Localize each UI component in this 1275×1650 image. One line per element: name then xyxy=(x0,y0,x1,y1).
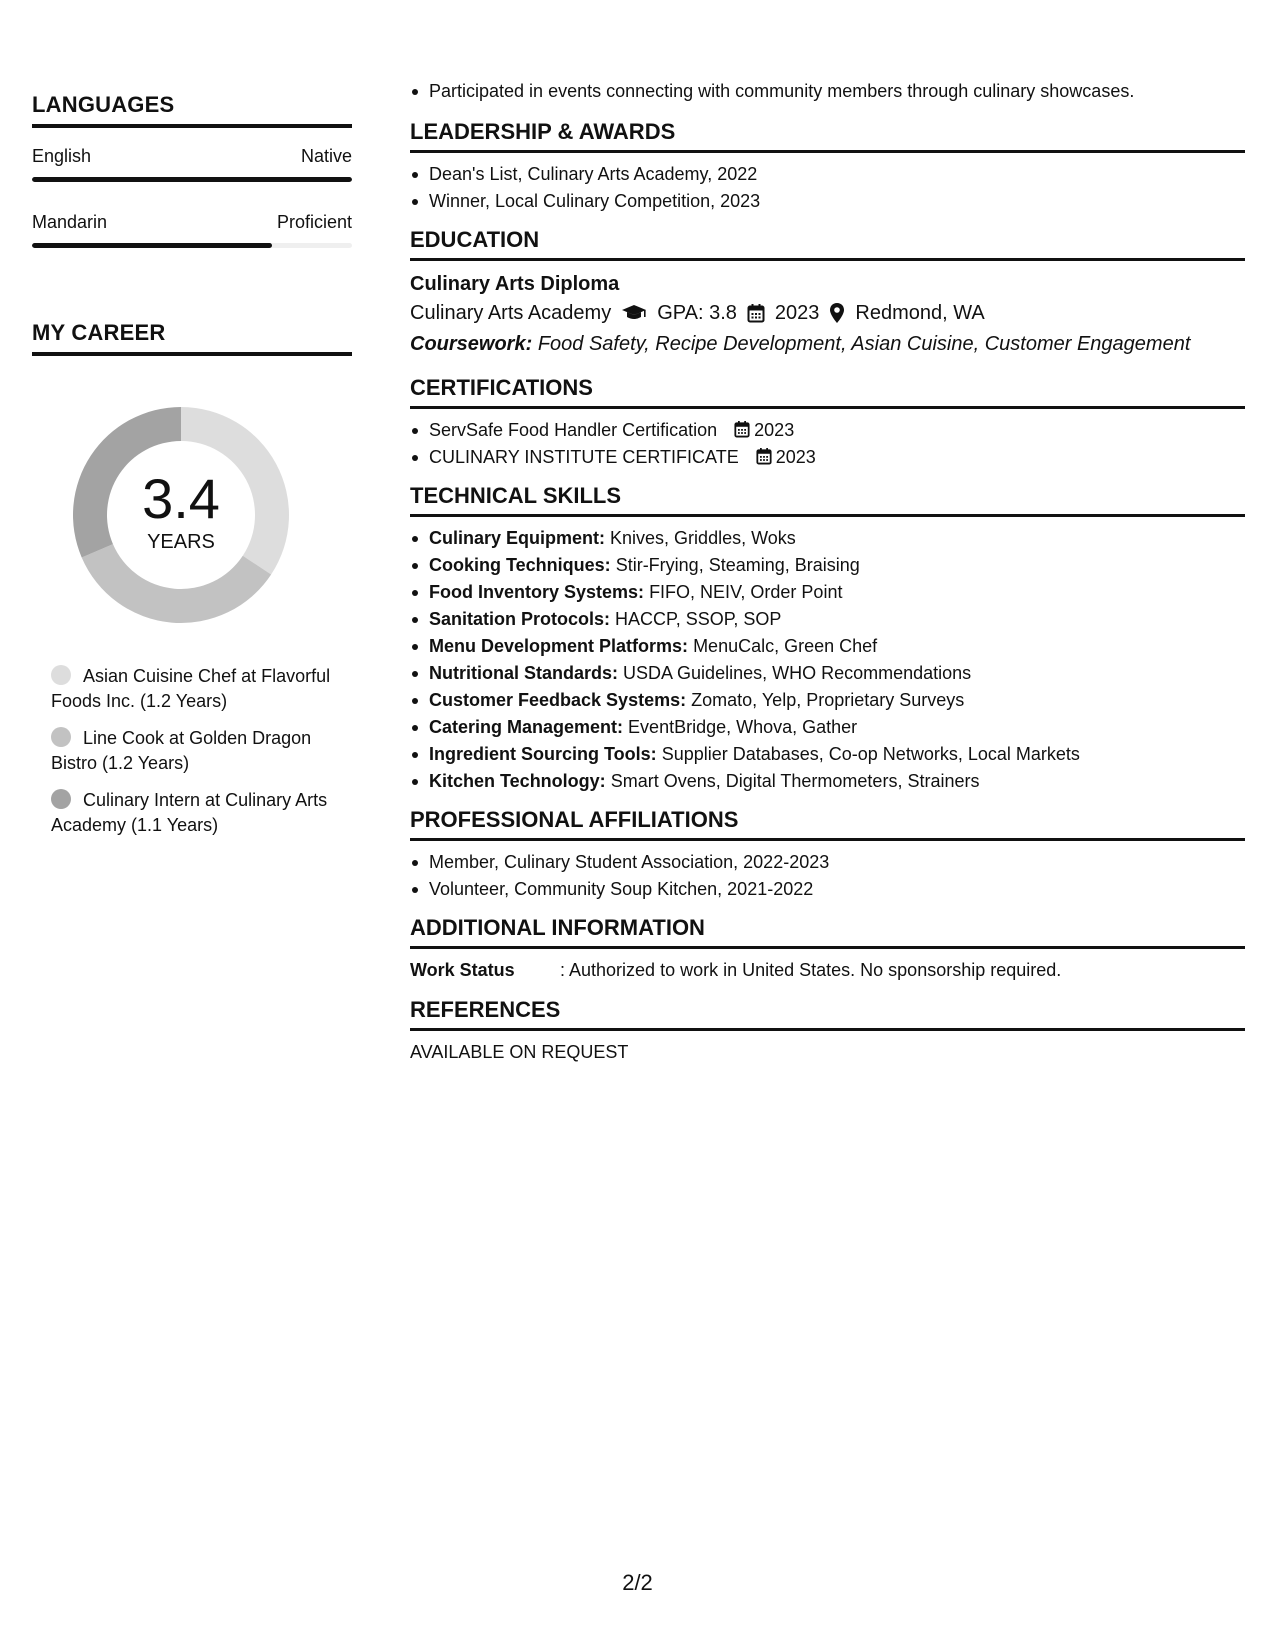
sidebar xyxy=(32,92,352,850)
language-name: English xyxy=(32,146,92,166)
cert-name: CULINARY INSTITUTE CERTIFICATE xyxy=(429,447,739,467)
calendar-icon xyxy=(747,303,765,323)
list-item: Winner, Local Culinary Competition, 2023 xyxy=(429,188,1245,215)
legend-dot xyxy=(51,789,71,809)
education-heading: EDUCATION xyxy=(410,227,1245,261)
certifications-section xyxy=(410,375,1245,471)
leadership-list xyxy=(410,161,1245,215)
legend-text: Culinary Intern at Culinary Arts Academy (1.1 Years) xyxy=(51,790,328,835)
school-name: Culinary Arts Academy xyxy=(410,302,612,324)
additional-info-section xyxy=(410,915,1245,983)
list-item xyxy=(429,552,1245,579)
legend-text: Asian Cuisine Chef at Flavorful Foods Inc. (1.2 Years) xyxy=(51,666,331,711)
education-location: Redmond, WA xyxy=(855,302,985,324)
references-heading: REFERENCES xyxy=(410,997,1245,1031)
skill-value: Supplier Databases, Co-op Networks, Local Markets xyxy=(661,744,1080,764)
legend-dot xyxy=(51,665,71,685)
skill-value: USDA Guidelines, WHO Recommendations xyxy=(623,663,972,683)
legend-text: Line Cook at Golden Dragon Bistro (1.2 Years) xyxy=(51,728,312,773)
skill-value: EventBridge, Whova, Gather xyxy=(628,717,858,737)
main-content xyxy=(410,78,1245,1065)
list-item xyxy=(429,579,1245,606)
language-level: Native xyxy=(300,146,352,166)
coursework-label: Coursework: xyxy=(410,333,533,355)
skill-label: Nutritional Standards: xyxy=(429,663,619,683)
career-legend xyxy=(32,664,352,838)
gpa-text: GPA: 3.8 xyxy=(657,302,737,324)
cert-name: ServSafe Food Handler Certification xyxy=(429,420,718,440)
legend-item xyxy=(51,788,342,838)
work-status-label: Work Status xyxy=(410,960,515,980)
career-section xyxy=(32,320,352,838)
language-proficiency-bar xyxy=(32,243,352,248)
list-item xyxy=(429,660,1245,687)
language-proficiency-fill xyxy=(32,177,352,182)
list-item xyxy=(429,525,1245,552)
calendar-icon xyxy=(734,417,750,444)
cert-date xyxy=(756,444,816,471)
skill-label: Kitchen Technology: xyxy=(429,771,606,791)
language-name: Mandarin xyxy=(32,212,108,232)
skill-value: FIFO, NEIV, Order Point xyxy=(649,582,843,602)
education-section xyxy=(410,227,1245,359)
location-pin-icon xyxy=(829,302,845,324)
cert-year: 2023 xyxy=(775,447,816,467)
list-item: Dean's List, Culinary Arts Academy, 2022 xyxy=(429,161,1245,188)
language-proficiency-bar xyxy=(32,177,352,182)
experience-tail-list xyxy=(410,78,1245,105)
list-item xyxy=(429,687,1245,714)
list-item xyxy=(429,444,1245,471)
skill-label: Catering Management: xyxy=(429,717,624,737)
cert-date xyxy=(734,417,794,444)
skill-value: HACCP, SSOP, SOP xyxy=(615,609,782,629)
work-status-row xyxy=(410,957,1245,983)
list-item: Volunteer, Community Soup Kitchen, 2021-2022 xyxy=(429,876,1245,903)
list-item xyxy=(429,768,1245,795)
list-item: Member, Culinary Student Association, 2022-2023 xyxy=(429,849,1245,876)
skills-list xyxy=(410,525,1245,795)
skill-label: Culinary Equipment: xyxy=(429,528,606,548)
skill-label: Menu Development Platforms: xyxy=(429,636,689,656)
degree-title: Culinary Arts Diploma xyxy=(410,273,620,295)
skill-value: Zomato, Yelp, Proprietary Surveys xyxy=(691,690,965,710)
career-total-years: 3.4 xyxy=(142,466,220,530)
affiliations-section xyxy=(410,807,1245,903)
certifications-heading: CERTIFICATIONS xyxy=(410,375,1245,409)
graduation-year: 2023 xyxy=(774,302,820,324)
donut-center xyxy=(66,400,296,630)
legend-item xyxy=(51,664,342,714)
skill-value: Smart Ovens, Digital Thermometers, Strainers xyxy=(610,771,980,791)
leadership-section xyxy=(410,119,1245,215)
leadership-heading: LEADERSHIP & AWARDS xyxy=(410,119,1245,153)
legend-dot xyxy=(51,727,71,747)
skill-label: Customer Feedback Systems: xyxy=(429,690,687,710)
affiliations-heading: PROFESSIONAL AFFILIATIONS xyxy=(410,807,1245,841)
references-section xyxy=(410,997,1245,1065)
additional-info-heading: ADDITIONAL INFORMATION xyxy=(410,915,1245,949)
affiliations-list xyxy=(410,849,1245,903)
coursework-list: Food Safety, Recipe Development, Asian Cuisine, Customer Engagement xyxy=(537,333,1191,355)
language-item-english xyxy=(32,146,352,182)
career-heading: MY CAREER xyxy=(32,320,352,356)
certifications-list xyxy=(410,417,1245,471)
skills-section xyxy=(410,483,1245,795)
language-level: Proficient xyxy=(276,212,352,232)
skill-label: Cooking Techniques: xyxy=(429,555,611,575)
list-item xyxy=(429,417,1245,444)
list-item: Participated in events connecting with community members through culinary showcases. xyxy=(429,78,1245,105)
skill-label: Food Inventory Systems: xyxy=(429,582,645,602)
education-meta xyxy=(410,297,1245,329)
skill-value: MenuCalc, Green Chef xyxy=(693,636,878,656)
list-item xyxy=(429,714,1245,741)
skill-label: Sanitation Protocols: xyxy=(429,609,611,629)
skill-value: Stir-Frying, Steaming, Braising xyxy=(615,555,860,575)
list-item xyxy=(429,741,1245,768)
skill-value: Knives, Griddles, Woks xyxy=(610,528,796,548)
coursework xyxy=(410,329,1245,359)
work-status-value: : Authorized to work in United States. No sponsorship required. xyxy=(560,960,1062,980)
references-text: AVAILABLE ON REQUEST xyxy=(410,1042,629,1062)
page-number: 2/2 xyxy=(622,1570,653,1595)
skill-label: Ingredient Sourcing Tools: xyxy=(429,744,657,764)
language-proficiency-fill xyxy=(32,243,272,248)
list-item xyxy=(429,606,1245,633)
cert-year: 2023 xyxy=(754,420,795,440)
calendar-icon xyxy=(756,444,772,471)
graduation-cap-icon xyxy=(621,303,647,323)
language-item-mandarin xyxy=(32,212,352,248)
list-item xyxy=(429,633,1245,660)
languages-heading: LANGUAGES xyxy=(32,92,352,128)
legend-item xyxy=(51,726,342,776)
career-donut-chart xyxy=(66,400,296,630)
career-total-unit: YEARS xyxy=(147,530,215,553)
skills-heading: TECHNICAL SKILLS xyxy=(410,483,1245,517)
